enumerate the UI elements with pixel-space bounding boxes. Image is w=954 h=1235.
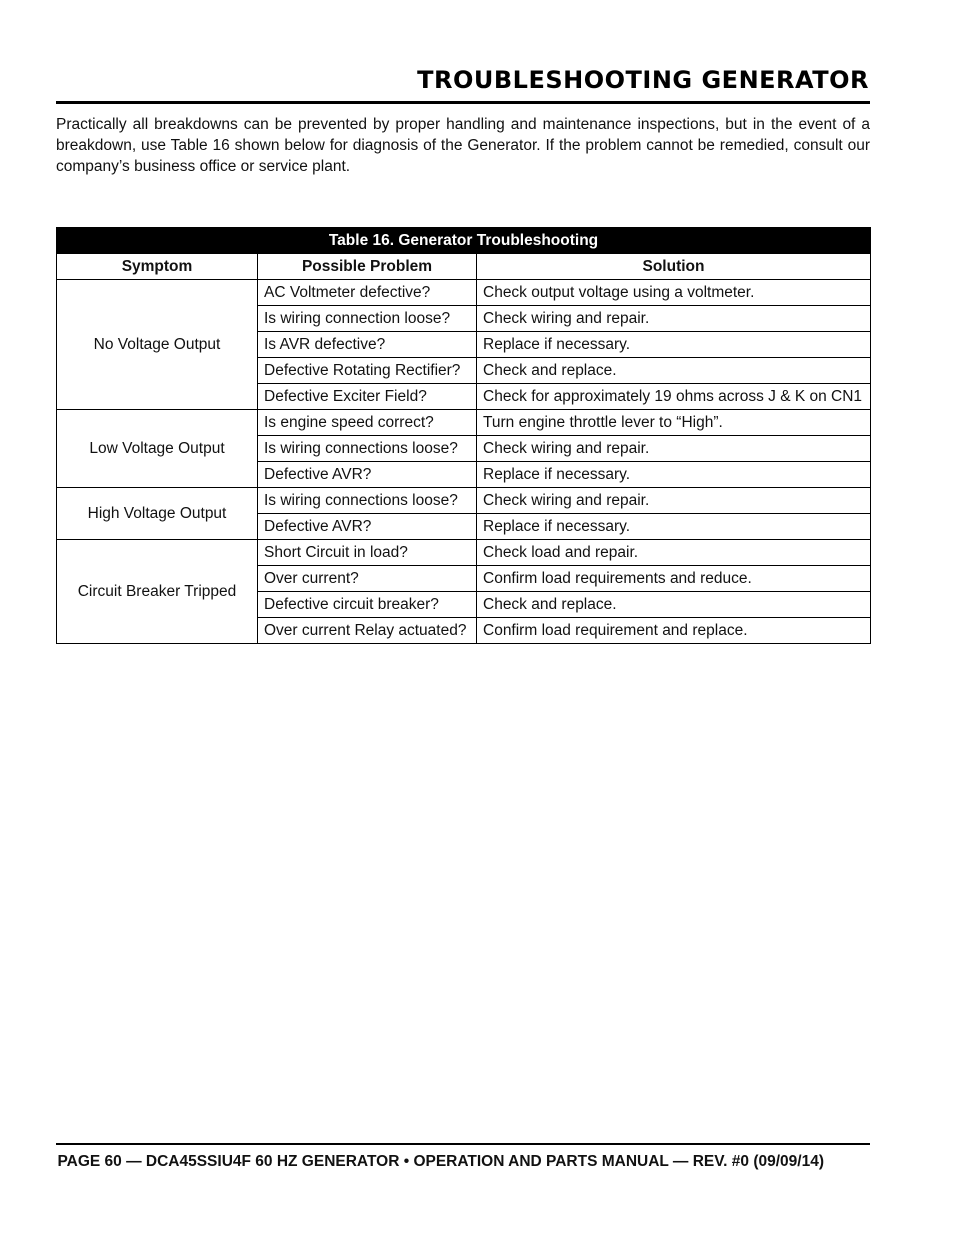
solution-cell: Check output voltage using a voltmeter. <box>477 280 871 306</box>
column-header-problem: Possible Problem <box>258 254 477 280</box>
problem-cell: Defective Rotating Rectifier? <box>258 358 477 384</box>
problem-cell: Is wiring connections loose? <box>258 436 477 462</box>
problem-cell: Is wiring connections loose? <box>258 488 477 514</box>
problem-cell: Short Circuit in load? <box>258 540 477 566</box>
problem-cell: Is wiring connection loose? <box>258 306 477 332</box>
table-row <box>57 488 871 514</box>
footer-divider <box>56 1143 870 1145</box>
column-header-symptom: Symptom <box>57 254 258 280</box>
table-caption: Table 16. Generator Troubleshooting <box>57 228 871 254</box>
solution-cell: Confirm load requirement and replace. <box>477 618 871 644</box>
solution-cell: Check and replace. <box>477 358 871 384</box>
symptom-cell: Circuit Breaker Tripped <box>57 540 258 644</box>
solution-cell: Turn engine throttle lever to “High”. <box>477 410 871 436</box>
table-row <box>57 280 871 306</box>
solution-cell: Check load and repair. <box>477 540 871 566</box>
problem-cell: Over current? <box>258 566 477 592</box>
solution-cell: Check and replace. <box>477 592 871 618</box>
solution-cell: Check wiring and repair. <box>477 488 871 514</box>
problem-cell: Defective Exciter Field? <box>258 384 477 410</box>
troubleshooting-table <box>56 227 871 644</box>
intro-paragraph: Practically all breakdowns can be prevented by proper handling and maintenance inspections, but in the event of a breakdown, use Table 16 shown below for diagnosis of the Generator. If the problem cannot be remedied, consult our company’s business office or service plant. <box>56 116 870 175</box>
page-footer: PAGE 60 — DCA45SSIU4F 60 HZ GENERATOR • OPERATION AND PARTS MANUAL — REV. #0 (09/09/14) <box>57 1153 824 1170</box>
table-caption-row <box>57 228 871 254</box>
solution-cell: Check for approximately 19 ohms across J & K on CN1 <box>477 384 871 410</box>
table-row <box>57 410 871 436</box>
solution-cell: Confirm load requirements and reduce. <box>477 566 871 592</box>
problem-cell: Is engine speed correct? <box>258 410 477 436</box>
title-divider <box>56 101 870 104</box>
solution-cell: Replace if necessary. <box>477 514 871 540</box>
symptom-cell: Low Voltage Output <box>57 410 258 488</box>
table-header-row <box>57 254 871 280</box>
problem-cell: AC Voltmeter defective? <box>258 280 477 306</box>
problem-cell: Defective circuit breaker? <box>258 592 477 618</box>
problem-cell: Over current Relay actuated? <box>258 618 477 644</box>
column-header-solution: Solution <box>477 254 871 280</box>
solution-cell: Check wiring and repair. <box>477 436 871 462</box>
symptom-cell: High Voltage Output <box>57 488 258 540</box>
page-title: TROUBLESHOOTING GENERATOR <box>417 66 869 94</box>
solution-cell: Replace if necessary. <box>477 462 871 488</box>
problem-cell: Defective AVR? <box>258 462 477 488</box>
problem-cell: Defective AVR? <box>258 514 477 540</box>
table-row <box>57 540 871 566</box>
problem-cell: Is AVR defective? <box>258 332 477 358</box>
solution-cell: Replace if necessary. <box>477 332 871 358</box>
solution-cell: Check wiring and repair. <box>477 306 871 332</box>
symptom-cell: No Voltage Output <box>57 280 258 410</box>
